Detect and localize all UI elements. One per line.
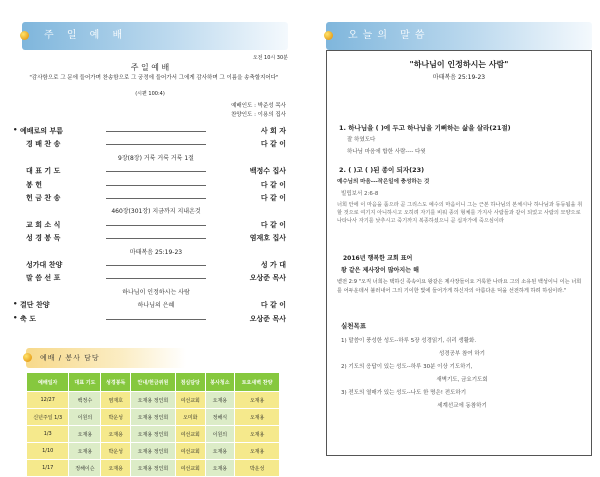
- schedule-cell: 정해이슨: [69, 460, 101, 477]
- schedule-row: [27, 392, 280, 409]
- schedule-cell: 오재용: [69, 443, 101, 460]
- order-item-person: 다 같 이: [260, 301, 286, 310]
- praise-leader: 찬양인도 : 이용의 집사: [231, 112, 286, 118]
- schedule-cell: 오재용 정인희: [131, 409, 176, 426]
- schedule-cell: 이원의: [205, 426, 235, 443]
- schedule-cell: 오재용 정인희: [131, 426, 176, 443]
- point-1: 1. 하나님을 ( )에 두고 하나님을 기뻐하는 삶을 살라(21절): [339, 124, 511, 132]
- order-item: [13, 313, 286, 324]
- order-item-detail: 마태복음 25:19-23: [129, 248, 183, 256]
- schedule-cell: 오재용: [205, 443, 235, 460]
- schedule-cell: 신년주일 1/3: [27, 409, 69, 426]
- order-item-label: 예배로의 부름: [20, 127, 64, 135]
- schedule-cell: 오재용 정인희: [131, 392, 176, 409]
- order-item: [13, 300, 286, 310]
- verse-text: 너희 안에 이 마음을 품으라 곧 그리스도 예수의 마음이니 그는 근본 하나님의 본체시나 하나님과 동등됨을 취할 것으로 여기지 아니하시고 오히려 자기를 비워 종의 형체를 가지사 사람들과 같이 되었고 사람의 모양으로 나타나사 자기를 낮추시고 죽기까지 복종하셨으니 곧 십자가에 죽으심이라: [337, 202, 583, 224]
- worship-banner-title: 주 일 예 배: [44, 30, 128, 41]
- sermon-box: [326, 50, 592, 456]
- schedule-cell: 오재용 정인희: [131, 443, 176, 460]
- practice-goal-line: 2) 기도의 응답이 있는 성도--하루 30분 이상 기도하기,: [341, 364, 473, 370]
- order-item-detail: 하나님의 은혜: [137, 302, 175, 310]
- order-item: [26, 180, 286, 190]
- schedule-cell: 정해식: [205, 409, 235, 426]
- order-item: [26, 233, 286, 243]
- order-item-label: 대 표 기 도: [26, 167, 61, 176]
- schedule-cell: 오재용: [205, 460, 235, 477]
- order-item-person: 염재호 집사: [249, 234, 286, 243]
- schedule-cell: 박운성: [235, 460, 280, 477]
- point-2: 2. ( )고 ( )된 종이 되자(23): [339, 166, 425, 174]
- schedule-cell: 여선교회: [175, 460, 205, 477]
- order-item: [26, 166, 286, 176]
- service-title: 주 일 예 배: [130, 63, 170, 72]
- order-item: [26, 287, 286, 297]
- bullet-dot-icon: [324, 31, 333, 40]
- practice-goal-line: 새벽기도, 금요기도회: [436, 377, 488, 383]
- order-item-label: 성가대 찬양: [26, 261, 63, 269]
- order-item-person: 백정수 집사: [249, 167, 286, 176]
- schedule-cell: 여선교회: [175, 426, 205, 443]
- schedule-row: [27, 443, 280, 460]
- bullet-dot-icon: [23, 353, 32, 362]
- schedule-banner: [26, 348, 186, 368]
- order-item-detail: 하나님이 인정하시는 사람: [122, 288, 190, 296]
- order-item-label: 축 도: [20, 314, 36, 323]
- schedule-banner-title: 예배 / 봉사 담당: [40, 354, 100, 362]
- order-item-person: 성 가 대: [260, 261, 286, 269]
- order-item-detail: 460장(301장) 지금까지 지내온것: [111, 208, 201, 216]
- order-item: [26, 220, 286, 230]
- practice-goal-line: 세계선교에 동참하기: [437, 403, 487, 409]
- schedule-cell: 오재용: [101, 426, 131, 443]
- schedule-cell: 오재용 정인희: [131, 460, 176, 477]
- schedule-cell: 오재용: [235, 392, 280, 409]
- order-item: [26, 139, 286, 149]
- order-item: [13, 126, 286, 136]
- dotted-leader-line: [106, 225, 206, 226]
- order-item-label: 교 회 소 식: [26, 220, 61, 229]
- dotted-leader-line: [106, 144, 206, 145]
- schedule-header-cell: 예배일자: [27, 373, 69, 392]
- standing-marker-icon: •: [13, 126, 18, 134]
- schedule-row: [27, 426, 280, 443]
- schedule-cell: 오미화: [175, 409, 205, 426]
- point-2-note: 예수님의 마음---작은일에 충성하는 것: [337, 179, 430, 185]
- order-item: [26, 153, 286, 163]
- order-item-label: 말 씀 선 포: [26, 274, 61, 283]
- service-leader: 예배인도 : 박준성 목사: [231, 103, 286, 109]
- order-item-label: 헌 금 찬 송: [26, 194, 61, 202]
- order-item: [26, 273, 286, 283]
- schedule-cell: 오재용: [69, 426, 101, 443]
- schedule-cell: 백정수: [69, 392, 101, 409]
- call-reference: (시편 100:4): [135, 91, 165, 97]
- order-item-person: 다 같 이: [260, 220, 286, 229]
- practice-goal-line: 1) 말씀이 풍성한 성도--하루 5장 성경읽기, 쉬리 생활화.: [341, 338, 477, 344]
- schedule-header-cell: 대표 기도: [69, 373, 101, 392]
- point-1-note-2: 하나님 마음에 합한 사람---- 다윗: [347, 149, 426, 155]
- sermon-panel: [318, 8, 594, 458]
- order-item-person: 다 같 이: [260, 140, 286, 149]
- order-item-label: 성 경 봉 독: [26, 234, 61, 243]
- schedule-cell: 오재용: [101, 460, 131, 477]
- schedule-cell: 12/27: [27, 392, 69, 409]
- schedule-header-cell: 봉사청소: [205, 373, 235, 392]
- order-item-label: 결단 찬양: [20, 301, 50, 310]
- sermon-reference: 마태복음 25:19-23: [432, 74, 486, 81]
- dotted-leader-line: [106, 171, 206, 172]
- schedule-header-cell: 안내/헌금위원: [131, 373, 176, 392]
- schedule-cell: 염재호: [101, 392, 131, 409]
- schedule-cell: 1/3: [27, 426, 69, 443]
- order-item-person: 다 같 이: [260, 180, 286, 189]
- order-item-person: 사 회 자: [260, 127, 286, 135]
- schedule-header-cell: 점심담당: [175, 373, 205, 392]
- practice-goal-line: 성경공부 참여 하기: [438, 351, 485, 357]
- schedule-cell: 박운성: [101, 409, 131, 426]
- schedule-row: [27, 460, 280, 477]
- order-item-label: 경 배 찬 송: [26, 140, 61, 149]
- schedule-cell: 1/10: [27, 443, 69, 460]
- order-item: [26, 193, 286, 203]
- schedule-cell: 박운성: [101, 443, 131, 460]
- dotted-leader-line: [106, 265, 206, 266]
- standing-marker-icon: •: [13, 300, 18, 309]
- year-motto-heading: 2016년 행복한 교회 표어: [343, 255, 413, 262]
- schedule-header-cell: 토요새벽 찬양: [235, 373, 280, 392]
- sermon-banner-title: 오늘의 말씀: [348, 30, 430, 41]
- service-time: 오전 10시 30분: [252, 55, 288, 61]
- schedule-row: [27, 409, 280, 426]
- order-item-person: 오상준 목사: [249, 274, 286, 283]
- dotted-leader-line: [106, 238, 206, 239]
- schedule-cell: 이원의: [69, 409, 101, 426]
- schedule-cell: 여선교회: [175, 392, 205, 409]
- order-item: [26, 206, 286, 216]
- sermon-banner: [326, 22, 592, 50]
- order-item-detail: 9장(8장) 거룩 거룩 거룩 1절: [118, 154, 194, 162]
- order-item: [26, 247, 286, 257]
- dotted-leader-line: [106, 198, 206, 199]
- call-to-worship: "감사함으로 그 문에 들어가며 찬송함으로 그 궁정에 들어가서 그에게 감사하며 그 이름을 송축할지어다": [29, 75, 279, 81]
- verse-reference: 빌립보서 2:6-8: [341, 191, 379, 197]
- service-duty-table: [26, 372, 280, 477]
- practice-heading: 실천목표: [341, 322, 367, 330]
- schedule-cell: 여선교회: [175, 443, 205, 460]
- dotted-leader-line: [106, 319, 206, 320]
- standing-marker-icon: •: [13, 313, 18, 322]
- practice-goals: [337, 335, 587, 413]
- year-motto: 왕 같은 제사장이 많아지는 해: [341, 267, 419, 274]
- dotted-leader-line: [106, 185, 206, 186]
- order-item: [26, 260, 286, 270]
- worship-banner: [22, 22, 288, 50]
- schedule-cell: 오재용: [235, 426, 280, 443]
- sermon-title: "하나님이 인정하시는 사람": [409, 60, 509, 69]
- schedule-cell: 오재용: [235, 443, 280, 460]
- order-item-person: 다 같 이: [260, 194, 286, 202]
- schedule-cell: 1/17: [27, 460, 69, 477]
- schedule-cell: 오재용: [205, 392, 235, 409]
- point-1-note-1: 잘 하였도다: [347, 137, 376, 143]
- order-item-label: 봉 헌: [26, 180, 42, 189]
- dotted-leader-line: [106, 131, 206, 132]
- dotted-leader-line: [106, 278, 206, 279]
- order-item-person: 오상준 목사: [249, 314, 286, 323]
- practice-goal-line: 3) 전도의 열매가 있는 성도--나도 한 명은! 전도하기: [341, 390, 467, 396]
- bullet-dot-icon: [20, 31, 29, 40]
- schedule-header-cell: 성경봉독: [101, 373, 131, 392]
- schedule-cell: 오재용: [235, 409, 280, 426]
- motto-verse: 벧전 2:9 "오직 너희는 택하신 족속이요 왕같은 제사장들이요 거룩한 나라요 그의 소유된 백성이니 이는 너희를 어두운데서 불러내어 그의 기이한 빛에 들어가게 하신자의 아름다운 덕을 선전하게 하려 하심이라.": [337, 279, 582, 294]
